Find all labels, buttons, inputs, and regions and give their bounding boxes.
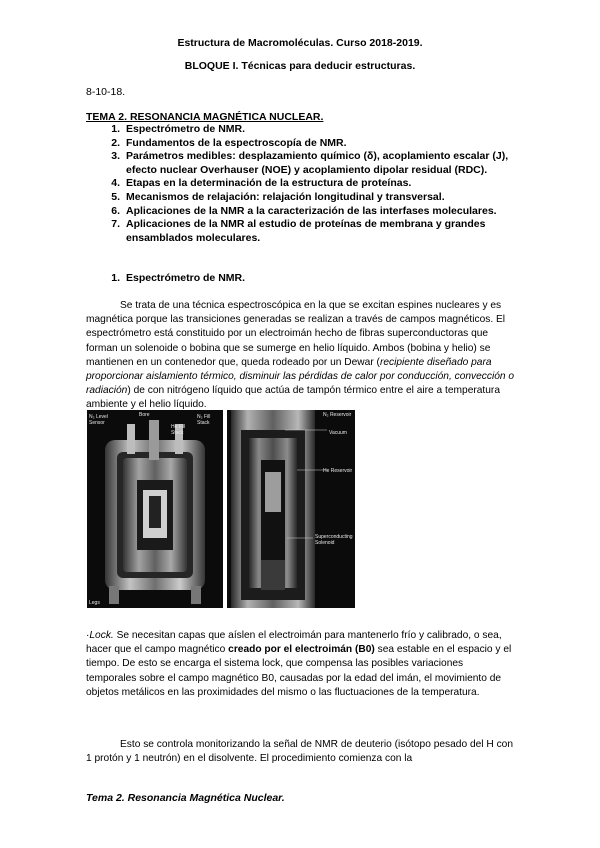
label-he-fill: He Fill Stack [171,424,186,436]
document-date: 8-10-18. [86,86,126,98]
label-n2-fill: N₂ Fill Stack [197,414,211,426]
toc-item: 1. Espectrómetro de NMR. [111,123,246,135]
b0-emphasis: creado por el electroimán (B0) [228,644,375,656]
magnet-interior-image [227,410,355,608]
label-he-reservoir: He Reservoir [323,468,353,474]
label-n2-level: N₂ Level Sensor [89,414,108,426]
paragraph-deuterium: Esto se controla monitorizando la señal de NMR de deuterio (isótopo pesado del H con 1 protón y 1 neutrón) en el disolvente. El procedimiento comienza con la [86,739,514,765]
toc-item: 3. Parámetros medibles: desplazamiento químico (δ), acoplamiento escalar (J), efecto nuclear Overhauser (NOE) y acoplamiento dipolar residual (RDC). [111,150,509,176]
lock-term: ·Lock. [86,630,114,641]
section-heading: 1. Espectrómetro de NMR. [111,272,246,284]
topic-heading: TEMA 2. RESONANCIA MAGNÉTICA NUCLEAR. [86,111,324,123]
toc-item: 7. Aplicaciones de la NMR al estudio de proteínas de membrana y grandes ensamblados moleculares. [111,218,486,244]
dewar-definition: recipiente diseñado para proporcionar aislamiento térmico, disminuir las pérdidas de calor por conducción, convección o radiación [86,356,515,397]
toc-item: 4. Etapas en la determinación de la estructura de proteínas. [111,177,412,190]
document-title: Estructura de Macromoléculas. Curso 2018-2019. [177,37,423,49]
document-subtitle: BLOQUE I. Técnicas para deducir estructuras. [184,60,416,72]
label-bore: Bore [139,412,150,418]
label-legs: Legs [89,600,100,606]
paragraph-lock: ·Lock. Se necesitan capas que aíslen el electroimán para mantenerlo frío y calibrado, o sea, hacer que el campo magnético creado por el electroimán (B0) sea estable en el espacio y el tiempo. De esto se encarga el sistema lock, que compensa las posibles variaciones temporales sobre el campo magnético B0, causadas por la edad del imán, el movimiento de objetos metálicos en las proximidades del mismo o las fluctuaciones de la temperatura. [86,630,512,698]
toc-item: 6. Aplicaciones de la NMR a la caracterización de las interfases moleculares. [111,204,497,217]
page-footer: Tema 2. Resonancia Magnética Nuclear. [86,792,285,804]
toc-item: 5. Mecanismos de relajación: relajación longitudinal y transversal. [111,190,445,203]
paragraph-intro: Se trata de una técnica espectroscópica en la que se excitan espines nucleares y es magnética porque las transiciones generadas se realizan a través de campos magnéticos. El espectrómetro está constituido por un electroimán hecho de fibras superconductoras que forman un solenoide o bobina que se sumerge en helio líquido. Ambos (bobina y helio) se mantienen en un contenedor que, queda rodeado por un Dewar (recipiente diseñado para proporcionar aislamiento térmico, disminuir las pérdidas de calor por conducción, convección o radiación) de con nitrógeno líquido que actúa de tampón térmico entre el aire a temperatura ambiente y el helio líquido. [86,300,515,411]
toc-item: 2. Fundamentos de la espectroscopía de NMR. [111,136,347,149]
label-n2-reservoir: N₂ Reservoir [323,412,352,418]
table-of-contents [86,123,516,245]
label-solenoid: Superconducting Solenoid [315,534,353,546]
magnet-cutaway-image [87,410,223,608]
label-vacuum: Vacuum [329,430,347,436]
